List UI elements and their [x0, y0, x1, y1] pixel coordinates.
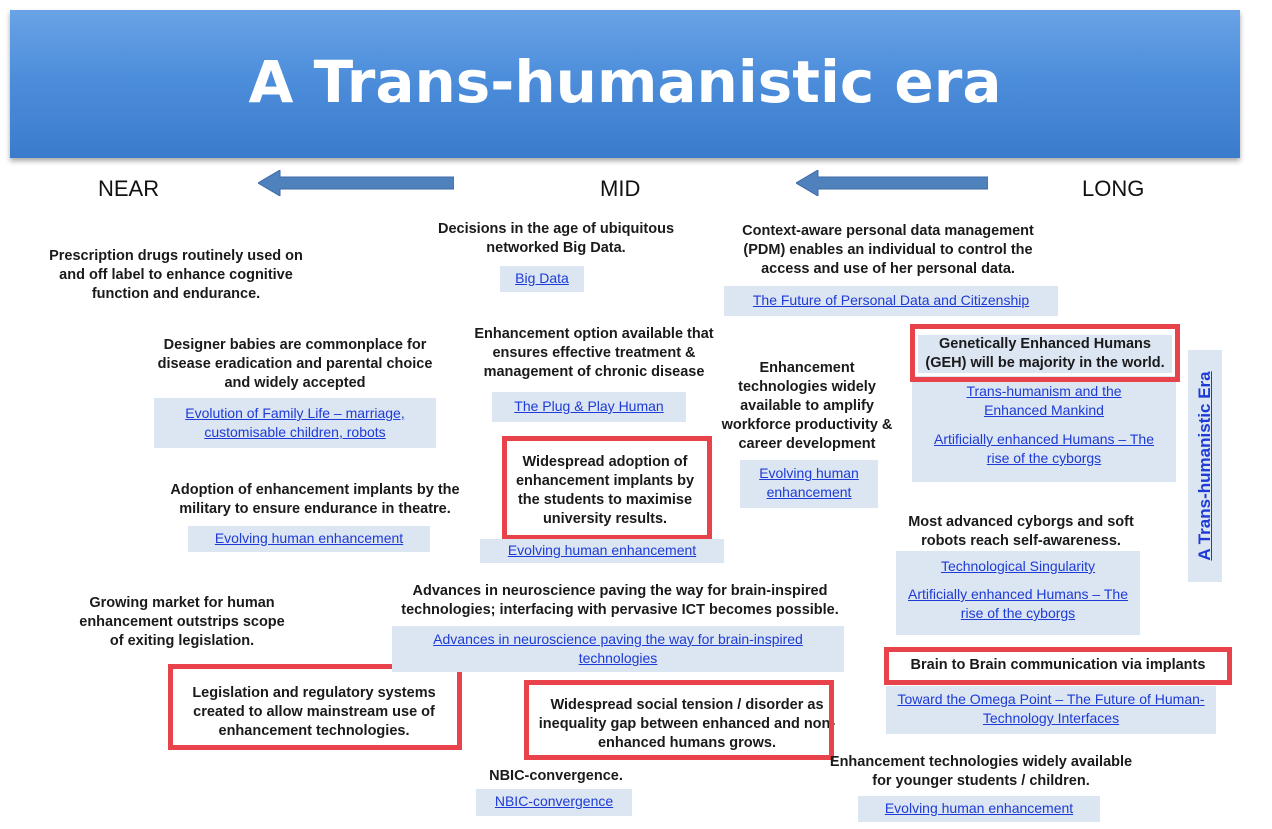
item-widespread-adoption: Widespread adoption of enhancement implants by the students to maximise university results.	[515, 454, 695, 527]
link-evolving-bottom-text[interactable]: Evolving human enhancement	[884, 800, 1074, 816]
item-brain-to-brain: Brain to Brain communication via implants	[910, 657, 1206, 673]
link-neuroscience[interactable]	[392, 626, 844, 672]
link-evolving-near[interactable]	[188, 526, 430, 552]
highlight-geh	[910, 324, 1180, 382]
highlight-widespread-adoption	[502, 436, 712, 540]
link-evolving-long[interactable]	[740, 460, 878, 508]
title-banner	[10, 10, 1240, 158]
link-cyborgs-1[interactable]: Artificially enhanced Humans – The rise of the cyborgs	[934, 431, 1154, 466]
highlight-social-tension	[524, 680, 834, 760]
side-link-trans-humanistic-era[interactable]	[1188, 350, 1222, 582]
link-evolving-mid-text[interactable]: Evolving human enhancement	[507, 542, 697, 558]
highlight-legislation	[168, 664, 462, 750]
link-evolving-long-text[interactable]: Evolving human enhancement	[759, 465, 859, 500]
link-group-geh	[912, 376, 1176, 482]
item-military-implants: Adoption of enhancement implants by the military to ensure endurance in theatre.	[170, 482, 460, 517]
link-nbic-text[interactable]: NBIC-convergence	[494, 793, 614, 809]
arrow-left-icon	[258, 170, 454, 196]
link-nbic[interactable]	[476, 789, 632, 816]
item-context-aware-pdm: Context-aware personal data management (PDM) enables an individual to control the access and use of her personal data.	[742, 223, 1034, 277]
item-social-tension: Widespread social tension / disorder as inequality gap between enhanced and non-enhanced humans grows.	[538, 697, 836, 751]
side-link-text[interactable]: A Trans-humanistic Era	[1195, 371, 1214, 561]
item-prescription-drugs: Prescription drugs routinely used on and off label to enhance cognitive function and endurance.	[49, 248, 303, 302]
link-omega-point[interactable]	[886, 686, 1216, 734]
link-cyborgs-2[interactable]: Artificially enhanced Humans – The rise of the cyborgs	[908, 586, 1128, 621]
item-enhancement-option: Enhancement option available that ensures effective treatment & management of chronic disease	[474, 326, 714, 380]
link-plug-play-text[interactable]: The Plug & Play Human	[514, 398, 664, 414]
item-enhancement-tech-workforce: Enhancement technologies widely available to amplify workforce productivity & career development	[721, 360, 893, 452]
item-nbic: NBIC-convergence.	[489, 768, 623, 784]
item-geh: Genetically Enhanced Humans (GEH) will be majority in the world.	[918, 335, 1172, 373]
link-neuroscience-text[interactable]: Advances in neuroscience paving the way for brain-inspired technologies	[433, 631, 803, 666]
link-personal-data[interactable]	[724, 286, 1058, 316]
near-label: NEAR	[98, 176, 160, 201]
item-cyborgs-self-awareness: Most advanced cyborgs and soft robots reach self-awareness.	[908, 514, 1134, 549]
item-younger-students: Enhancement technologies widely available for younger students / children.	[829, 754, 1133, 789]
link-singularity[interactable]: Technological Singularity	[940, 558, 1096, 574]
item-designer-babies: Designer babies are commonplace for disease eradication and parental choice and widely accepted	[157, 337, 433, 391]
link-family-life-text[interactable]: Evolution of Family Life – marriage, customisable children, robots	[185, 405, 405, 440]
item-neuroscience: Advances in neuroscience paving the way for brain-inspired technologies; interfacing with pervasive ICT becomes possible.	[401, 583, 839, 618]
link-plug-play[interactable]	[492, 392, 686, 422]
link-family-life[interactable]	[154, 398, 436, 448]
link-big-data-text[interactable]: Big Data	[515, 270, 569, 286]
item-legislation: Legislation and regulatory systems created to allow mainstream use of enhancement technologies.	[192, 685, 436, 739]
arrow-left-icon	[796, 170, 988, 196]
mid-label: MID	[600, 176, 641, 201]
link-big-data[interactable]	[500, 266, 584, 292]
item-growing-market: Growing market for human enhancement outstrips scope of exiting legislation.	[79, 595, 285, 649]
link-evolving-mid[interactable]	[480, 539, 724, 563]
highlight-brain-to-brain	[884, 647, 1232, 685]
link-group-cyborgs	[896, 551, 1140, 635]
link-omega-point-text[interactable]: Toward the Omega Point – The Future of Human-Technology Interfaces	[897, 691, 1205, 726]
page-title: A Trans-humanistic era	[248, 48, 1002, 116]
link-trans-mankind[interactable]: Trans-humanism and the Enhanced Mankind	[966, 383, 1122, 418]
link-personal-data-text[interactable]: The Future of Personal Data and Citizenship	[752, 292, 1030, 308]
link-evolving-near-text[interactable]: Evolving human enhancement	[214, 530, 404, 546]
long-label: LONG	[1082, 176, 1145, 201]
link-evolving-bottom[interactable]	[858, 796, 1100, 822]
item-big-data-decisions: Decisions in the age of ubiquitous networked Big Data.	[437, 221, 675, 256]
